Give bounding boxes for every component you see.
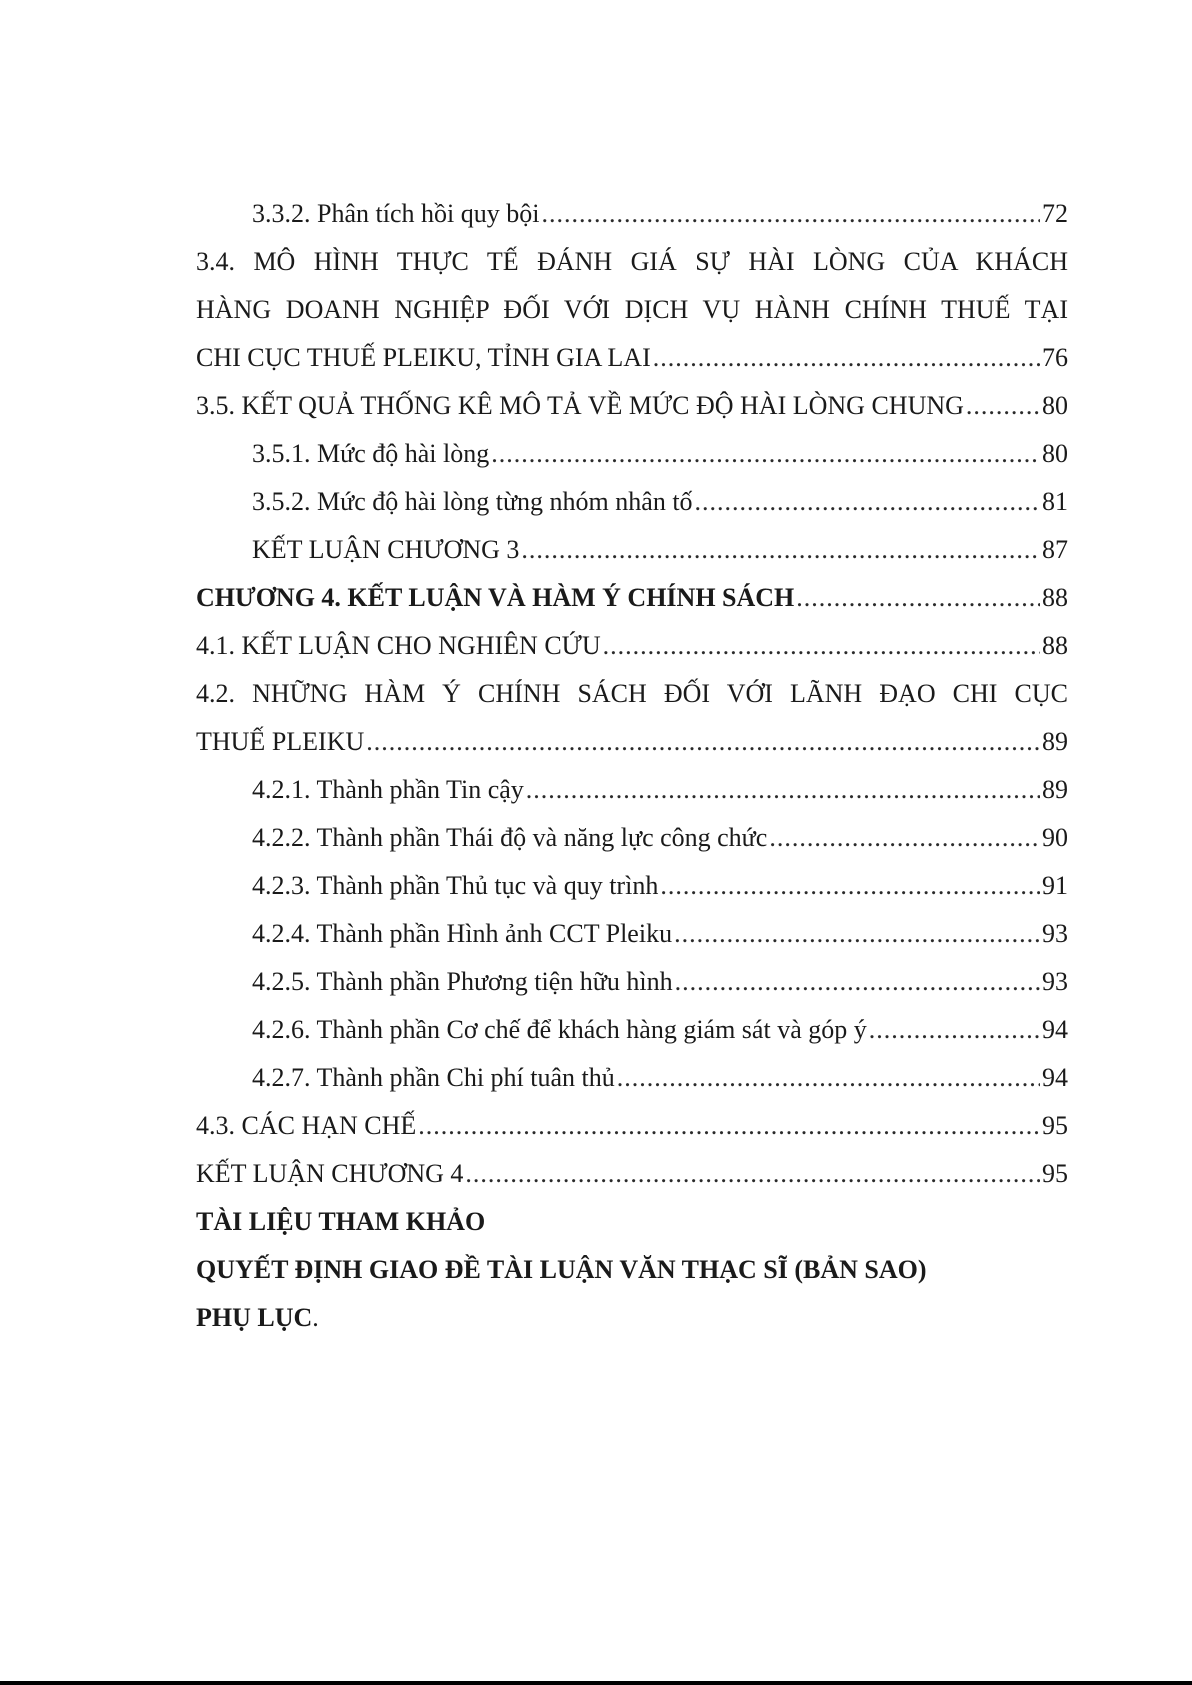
toc-entry-multiline[interactable] [196,238,1068,382]
dot-leader [541,190,1040,238]
toc-entry-title-line: 3.4. MÔ HÌNH THỰC TẾ ĐÁNH GIÁ SỰ HÀI LÒNG CỦA KHÁCH [196,247,1068,276]
toc-page-number: 80 [1042,439,1068,468]
dot-leader [675,958,1040,1006]
toc-page-number: 80 [1042,391,1068,420]
dot-leader [869,1006,1040,1054]
toc-entry-title: KẾT LUẬN CHƯƠNG 4 [196,1159,464,1188]
toc-page-number: 93 [1042,919,1068,948]
toc-page-number: 90 [1042,823,1068,852]
toc-entry-suffix: . [312,1303,319,1332]
toc-entry-title: 3.5.2. Mức độ hài lòng từng nhóm nhân tố [252,487,693,516]
toc-page-number: 81 [1042,487,1068,516]
toc-entry[interactable] [196,478,1068,526]
toc-entry[interactable] [196,574,1068,622]
toc-entry[interactable] [196,1102,1068,1150]
toc-entry-last-line [196,718,1068,766]
toc-entry-title: 4.2.4. Thành phần Hình ảnh CCT Pleiku [252,919,673,948]
toc-entry-title: 4.2.1. Thành phần Tin cậy [252,775,524,804]
toc-page-number: 95 [1042,1111,1068,1140]
dot-leader [617,1054,1040,1102]
toc-page-number: 93 [1042,967,1068,996]
toc-page-number: 95 [1042,1159,1068,1188]
toc-entry-title: 4.2.2. Thành phần Thái độ và năng lực công chức [252,823,768,852]
dot-leader [526,766,1040,814]
dot-leader [966,382,1040,430]
dot-leader [491,430,1040,478]
toc-entry-title: 3.5. KẾT QUẢ THỐNG KÊ MÔ TẢ VỀ MỨC ĐỘ HÀI LÒNG CHUNG [196,391,964,420]
toc-entry[interactable] [196,958,1068,1006]
toc-entry[interactable] [196,430,1068,478]
toc-page-number: 94 [1042,1063,1068,1092]
toc-entry-title: 4.1. KẾT LUẬN CHO NGHIÊN CỨU [196,631,601,660]
dot-leader [418,1102,1040,1150]
toc-page-number: 89 [1042,775,1068,804]
toc-entry-title: CHI CỤC THUẾ PLEIKU, TỈNH GIA LAI [196,343,651,372]
dot-leader [695,478,1040,526]
toc-entry[interactable] [196,526,1068,574]
dot-leader [603,622,1040,670]
page-bottom-border [0,1681,1192,1685]
toc-entry[interactable] [196,910,1068,958]
toc-entry[interactable] [196,862,1068,910]
toc-entry-title: 3.3.2. Phân tích hồi quy bội [252,199,540,228]
toc-entry-title: PHỤ LỤC [196,1303,313,1332]
toc-entry-multiline[interactable] [196,670,1068,766]
toc-page-number: 88 [1042,631,1068,660]
toc-entry-title: 4.3. CÁC HẠN CHẾ [196,1111,417,1140]
dot-leader [674,910,1040,958]
toc-entry[interactable] [196,1054,1068,1102]
toc-page-number: 72 [1042,199,1068,228]
toc-entry-title: TÀI LIỆU THAM KHẢO [196,1207,486,1236]
toc-entry-title-line: 4.2. NHỮNG HÀM Ý CHÍNH SÁCH ĐỐI VỚI LÃNH ĐẠO CHI CỤC [196,679,1068,708]
toc-page-number: 94 [1042,1015,1068,1044]
toc-entry-last-line [196,334,1068,382]
toc-entry-title: CHƯƠNG 4. KẾT LUẬN VÀ HÀM Ý CHÍNH SÁCH [196,583,795,612]
table-of-contents [196,190,1068,1342]
dot-leader [769,814,1040,862]
toc-entry-title: QUYẾT ĐỊNH GIAO ĐỀ TÀI LUẬN VĂN THẠC SĨ (BẢN SAO) [196,1255,927,1284]
toc-entry[interactable] [196,382,1068,430]
toc-entry[interactable] [196,1006,1068,1054]
toc-page-number: 91 [1042,871,1068,900]
toc-entry-title: 4.2.6. Thành phần Cơ chế để khách hàng giám sát và góp ý [252,1015,867,1044]
toc-page-number: 87 [1042,535,1068,564]
dot-leader [796,574,1040,622]
toc-entry-title: 3.5.1. Mức độ hài lòng [252,439,490,468]
toc-entry[interactable] [196,814,1068,862]
toc-entry-title: THUẾ PLEIKU [196,727,365,756]
dot-leader [366,718,1040,766]
dot-leader [660,862,1040,910]
toc-entry-unnumbered[interactable] [196,1198,1068,1246]
toc-entry-title-line: HÀNG DOANH NGHIỆP ĐỐI VỚI DỊCH VỤ HÀNH CHÍNH THUẾ TẠI [196,295,1068,324]
toc-entry-title: 4.2.5. Thành phần Phương tiện hữu hình [252,967,673,996]
toc-entry[interactable] [196,622,1068,670]
toc-page-number: 88 [1042,583,1068,612]
toc-entry-title: 4.2.7. Thành phần Chi phí tuân thủ [252,1063,615,1092]
toc-entry[interactable] [196,1150,1068,1198]
dot-leader [653,334,1040,382]
toc-entry-title: 4.2.3. Thành phần Thủ tục và quy trình [252,871,659,900]
toc-page-number: 76 [1042,343,1068,372]
toc-entry-title: KẾT LUẬN CHƯƠNG 3 [252,535,520,564]
toc-entry-unnumbered[interactable] [196,1246,1068,1294]
dot-leader [465,1150,1040,1198]
toc-page-number: 89 [1042,727,1068,756]
toc-entry[interactable] [196,190,1068,238]
dot-leader [521,526,1040,574]
toc-entry-unnumbered[interactable] [196,1294,1068,1342]
toc-entry[interactable] [196,766,1068,814]
